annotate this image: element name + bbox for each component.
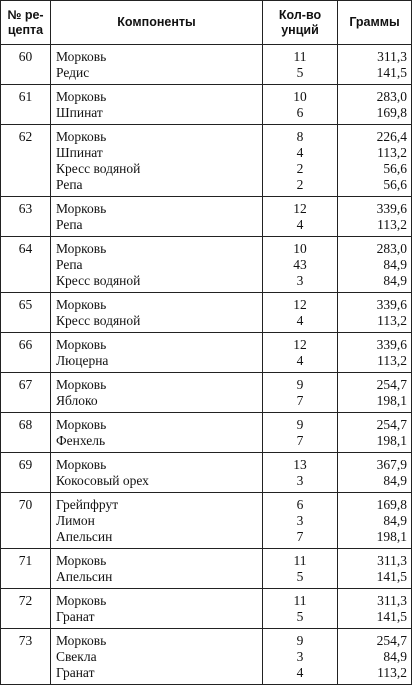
component-ounces: 7	[296, 393, 304, 408]
ounces-cell	[263, 589, 338, 629]
component-name: Репа	[56, 217, 83, 232]
component-ounces: 2	[296, 161, 304, 176]
grams-cell	[338, 85, 412, 125]
recipe-row	[1, 373, 412, 413]
grams-cell	[338, 293, 412, 333]
component-ounces: 10	[293, 241, 307, 256]
components-cell	[51, 549, 263, 589]
components-cell	[51, 413, 263, 453]
grams-cell	[338, 333, 412, 373]
recipe-row	[1, 197, 412, 237]
grams-cell	[338, 549, 412, 589]
component-ounces: 8	[296, 129, 304, 144]
recipe-number: 68	[1, 413, 51, 453]
component-ounces: 3	[296, 649, 304, 664]
component-grams: 254,7	[376, 633, 407, 648]
component-grams: 84,9	[383, 273, 407, 288]
header-grams: Граммы	[338, 1, 412, 45]
recipe-row	[1, 293, 412, 333]
component-name: Кокосовый орех	[56, 473, 149, 488]
ounces-cell	[263, 237, 338, 293]
recipe-row	[1, 237, 412, 293]
component-grams: 198,1	[376, 433, 407, 448]
grams-cell	[338, 45, 412, 85]
component-ounces: 4	[296, 313, 304, 328]
recipe-row	[1, 413, 412, 453]
component-name: Гранат	[56, 609, 95, 624]
component-name: Шпинат	[56, 105, 103, 120]
component-grams: 141,5	[376, 609, 407, 624]
component-name: Кресс водяной	[56, 313, 141, 328]
recipe-number: 63	[1, 197, 51, 237]
component-grams: 84,9	[383, 513, 407, 528]
header-count: Кол-во унций	[263, 1, 338, 45]
component-grams: 113,2	[377, 313, 407, 328]
recipe-row	[1, 333, 412, 373]
grams-cell	[338, 373, 412, 413]
component-name: Морковь	[56, 457, 107, 472]
components-cell	[51, 333, 263, 373]
component-grams: 56,6	[383, 161, 407, 176]
components-cell	[51, 237, 263, 293]
grams-cell	[338, 589, 412, 629]
component-name: Шпинат	[56, 145, 103, 160]
component-ounces: 6	[296, 105, 304, 120]
recipe-row	[1, 493, 412, 549]
component-ounces: 2	[296, 177, 304, 192]
component-ounces: 4	[296, 353, 304, 368]
component-grams: 113,2	[377, 145, 407, 160]
recipe-row	[1, 45, 412, 85]
component-name: Морковь	[56, 129, 107, 144]
components-cell	[51, 45, 263, 85]
component-name: Редис	[56, 65, 90, 80]
component-name: Яблоко	[56, 393, 98, 408]
component-grams: 311,3	[377, 49, 407, 64]
components-cell	[51, 493, 263, 549]
component-grams: 283,0	[376, 241, 407, 256]
component-ounces: 5	[296, 609, 304, 624]
component-name: Грейпфрут	[56, 497, 119, 512]
component-ounces: 7	[296, 433, 304, 448]
grams-cell	[338, 493, 412, 549]
component-name: Морковь	[56, 297, 107, 312]
component-ounces: 11	[293, 553, 307, 568]
component-name: Кресс водяной	[56, 161, 141, 176]
component-grams: 339,6	[376, 337, 407, 352]
component-ounces: 13	[293, 457, 307, 472]
component-ounces: 9	[296, 633, 304, 648]
ounces-cell	[263, 549, 338, 589]
component-grams: 367,9	[376, 457, 407, 472]
component-grams: 254,7	[376, 377, 407, 392]
components-cell	[51, 125, 263, 197]
recipe-number: 67	[1, 373, 51, 413]
component-grams: 113,2	[377, 353, 407, 368]
component-name: Репа	[56, 257, 83, 272]
component-grams: 113,2	[377, 217, 407, 232]
component-ounces: 12	[293, 297, 307, 312]
component-name: Морковь	[56, 417, 107, 432]
ounces-cell	[263, 293, 338, 333]
component-ounces: 11	[293, 593, 307, 608]
grams-cell	[338, 125, 412, 197]
component-name: Лимон	[56, 513, 95, 528]
components-cell	[51, 453, 263, 493]
recipe-number: 73	[1, 629, 51, 685]
recipe-row	[1, 629, 412, 685]
components-cell	[51, 85, 263, 125]
component-grams: 141,5	[376, 65, 407, 80]
ounces-cell	[263, 85, 338, 125]
component-name: Морковь	[56, 593, 107, 608]
ounces-cell	[263, 333, 338, 373]
table-body	[1, 45, 412, 685]
component-name: Морковь	[56, 201, 107, 216]
component-name: Люцерна	[56, 353, 109, 368]
grams-cell	[338, 453, 412, 493]
component-name: Морковь	[56, 377, 107, 392]
component-grams: 311,3	[377, 553, 407, 568]
component-ounces: 4	[296, 145, 304, 160]
recipe-number: 71	[1, 549, 51, 589]
grams-cell	[338, 629, 412, 685]
component-grams: 198,1	[376, 529, 407, 544]
component-grams: 169,8	[376, 105, 407, 120]
component-ounces: 43	[293, 257, 307, 272]
component-name: Репа	[56, 177, 83, 192]
component-name: Морковь	[56, 89, 107, 104]
component-name: Апельсин	[56, 529, 113, 544]
recipe-number: 60	[1, 45, 51, 85]
ounces-cell	[263, 629, 338, 685]
component-ounces: 9	[296, 377, 304, 392]
recipe-number: 62	[1, 125, 51, 197]
component-name: Морковь	[56, 49, 107, 64]
components-cell	[51, 197, 263, 237]
recipe-number: 70	[1, 493, 51, 549]
components-cell	[51, 373, 263, 413]
component-ounces: 12	[293, 337, 307, 352]
recipe-number: 64	[1, 237, 51, 293]
component-ounces: 10	[293, 89, 307, 104]
component-ounces: 3	[296, 513, 304, 528]
components-cell	[51, 293, 263, 333]
component-ounces: 4	[296, 217, 304, 232]
grams-cell	[338, 197, 412, 237]
header-components: Компоненты	[51, 1, 263, 45]
component-ounces: 3	[296, 473, 304, 488]
recipe-row	[1, 85, 412, 125]
recipe-number: 65	[1, 293, 51, 333]
ounces-cell	[263, 373, 338, 413]
component-name: Морковь	[56, 633, 107, 648]
component-ounces: 6	[296, 497, 304, 512]
component-name: Гранат	[56, 665, 95, 680]
component-ounces: 3	[296, 273, 304, 288]
components-cell	[51, 629, 263, 685]
header-row	[1, 1, 412, 45]
component-grams: 56,6	[383, 177, 407, 192]
table-header	[1, 1, 412, 45]
component-ounces: 5	[296, 65, 304, 80]
component-ounces: 7	[296, 529, 304, 544]
component-name: Апельсин	[56, 569, 113, 584]
component-name: Кресс водяной	[56, 273, 141, 288]
component-grams: 84,9	[383, 649, 407, 664]
recipe-number: 61	[1, 85, 51, 125]
ounces-cell	[263, 413, 338, 453]
recipe-number: 69	[1, 453, 51, 493]
recipe-number: 66	[1, 333, 51, 373]
components-cell	[51, 589, 263, 629]
component-grams: 169,8	[376, 497, 407, 512]
recipe-number: 72	[1, 589, 51, 629]
component-grams: 283,0	[376, 89, 407, 104]
recipe-row	[1, 453, 412, 493]
ounces-cell	[263, 197, 338, 237]
component-grams: 84,9	[383, 257, 407, 272]
component-grams: 141,5	[376, 569, 407, 584]
component-ounces: 9	[296, 417, 304, 432]
component-grams: 311,3	[377, 593, 407, 608]
component-grams: 339,6	[376, 201, 407, 216]
ounces-cell	[263, 493, 338, 549]
component-name: Морковь	[56, 241, 107, 256]
component-ounces: 12	[293, 201, 307, 216]
component-name: Морковь	[56, 337, 107, 352]
recipe-row	[1, 589, 412, 629]
component-name: Морковь	[56, 553, 107, 568]
ounces-cell	[263, 45, 338, 85]
component-grams: 226,4	[376, 129, 407, 144]
component-grams: 198,1	[376, 393, 407, 408]
ounces-cell	[263, 125, 338, 197]
header-recipe-no: № ре- цепта	[1, 1, 51, 45]
component-name: Фенхель	[56, 433, 106, 448]
recipe-row	[1, 549, 412, 589]
component-grams: 339,6	[376, 297, 407, 312]
component-grams: 84,9	[383, 473, 407, 488]
component-grams: 254,7	[376, 417, 407, 432]
recipe-row	[1, 125, 412, 197]
component-grams: 113,2	[377, 665, 407, 680]
component-ounces: 5	[296, 569, 304, 584]
grams-cell	[338, 237, 412, 293]
component-ounces: 11	[293, 49, 307, 64]
component-name: Свекла	[56, 649, 97, 664]
ounces-cell	[263, 453, 338, 493]
grams-cell	[338, 413, 412, 453]
component-ounces: 4	[296, 665, 304, 680]
